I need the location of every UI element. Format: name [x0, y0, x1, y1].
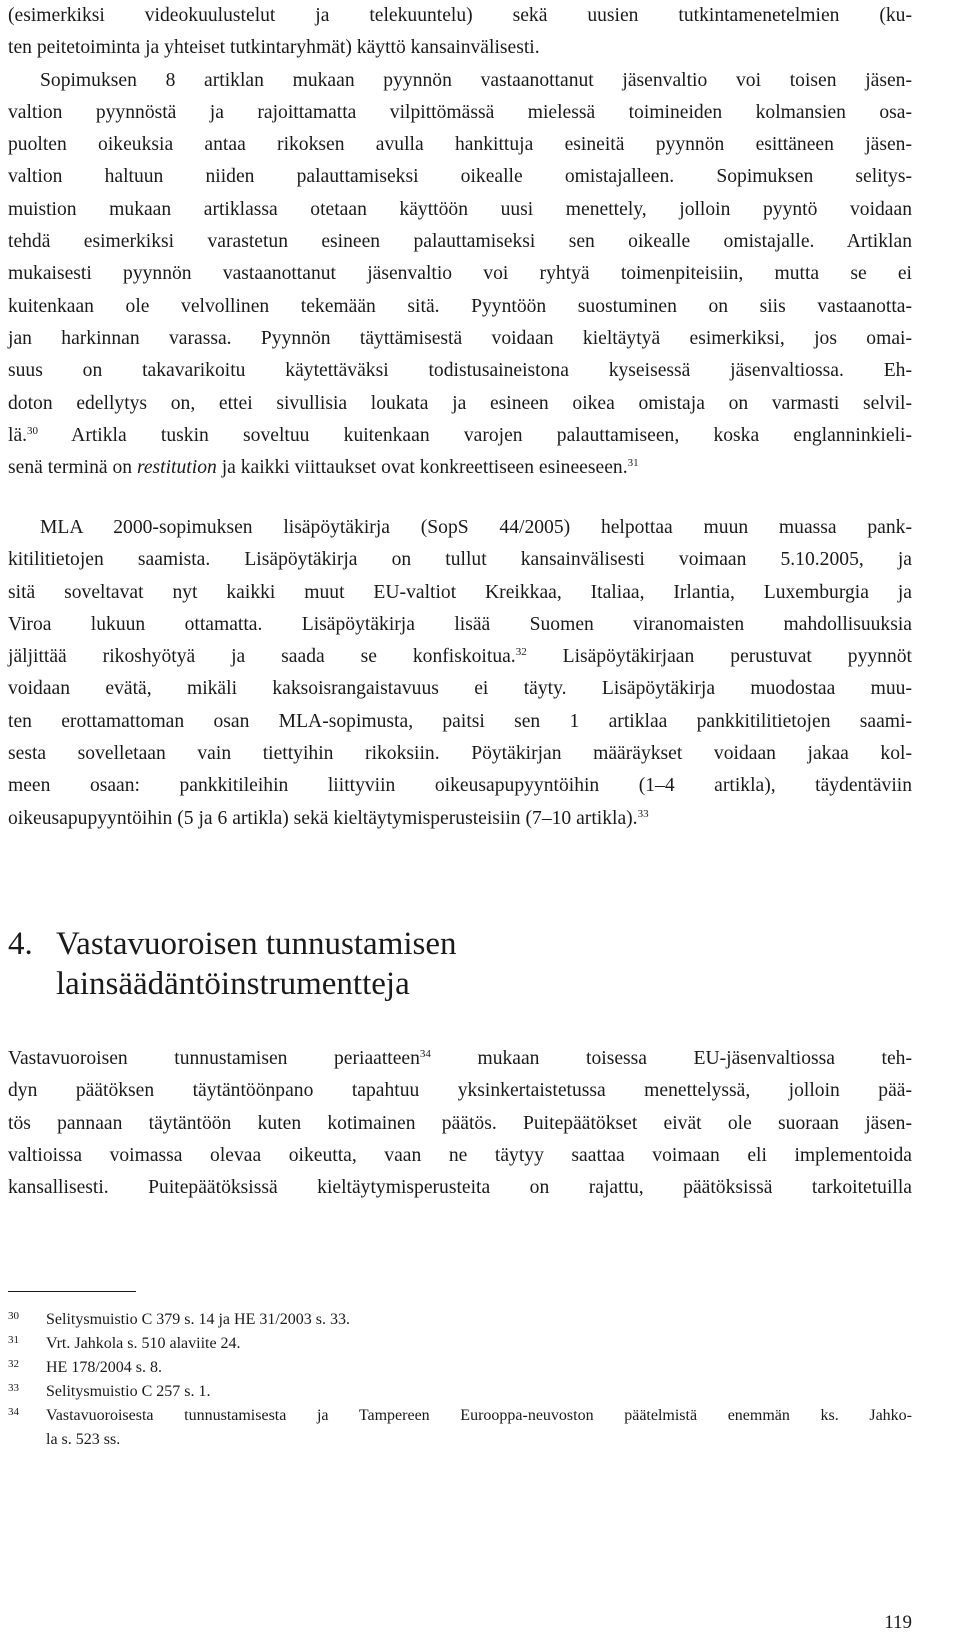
italic-term: restitution — [136, 457, 217, 479]
footnote-number: 31 — [8, 1334, 19, 1346]
text-line: meen osaan: pankkitileihin liittyviin oikeusapupyyntöihin (1–4 artikla), täydentäviin — [8, 775, 912, 797]
footnote-33 — [8, 1380, 912, 1404]
text-line: valtion pyynnöstä ja rajoittamatta vilpittömässä mielessä toimineiden kolmansien osa- — [8, 101, 912, 123]
footnote-ref-30[interactable]: 30 — [27, 424, 39, 437]
footnotes — [8, 1308, 912, 1452]
text-line: voidaan evätä, mikäli kaksoisrangaistavuus ei täyty. Lisäpöytäkirja muodostaa muu- — [8, 678, 912, 700]
footnote-text: Selitysmuistio C 257 s. 1. — [46, 1383, 211, 1400]
heading-number: 4. — [8, 926, 33, 962]
text-line: doton edellytys on, ettei sivullisia loukata ja esineen oikea omistaja on varmasti selvil- — [8, 392, 912, 414]
text-line: Viroa lukuun ottamatta. Lisäpöytäkirja lisää Suomen viranomaisten mahdollisuuksia — [8, 613, 912, 635]
footnote-number: 34 — [8, 1406, 19, 1418]
footnote-ref-31[interactable]: 31 — [627, 457, 639, 470]
heading-line — [8, 924, 912, 964]
footnote-ref-34[interactable]: 34 — [419, 1048, 431, 1060]
text-run: lä. — [8, 424, 28, 446]
footnote-number: 32 — [8, 1358, 19, 1370]
footnote-ref-33[interactable]: 33 — [637, 807, 649, 820]
footnote-separator — [8, 1291, 136, 1292]
text-line: Sopimuksen 8 artiklan mukaan pyynnön vastaanottanut jäsenvaltio voi toisen jäsen- — [40, 69, 912, 91]
text-run: Vastavuoroisen tunnustamisen periaatteen — [8, 1048, 420, 1069]
text-run: ja kaikki viittaukset ovat konkreettiseen esineeseen. — [216, 457, 628, 479]
page-number: 119 — [884, 1612, 912, 1633]
text-line: MLA 2000-sopimuksen lisäpöytäkirja (SopS 44/2005) helpottaa muun muassa pank- — [40, 517, 912, 538]
text-line: dyn päätöksen täytäntöönpano tapahtuu yksinkertaistetussa menettelyssä, jolloin pää- — [8, 1080, 912, 1102]
text-line — [8, 1043, 912, 1075]
text-line — [8, 420, 912, 452]
footnote-text: Vrt. Jahkola s. 510 alaviite 24. — [46, 1335, 241, 1352]
text-line: kuitenkaan ole velvollinen tekemään sitä. Pyyntöön suostuminen on siis vastaanotta- — [8, 295, 912, 317]
text-line — [8, 452, 912, 484]
text-run: jäljittää rikoshyötyä ja saada se konfiskoitua. — [8, 646, 516, 668]
paragraph-mla-protocol — [8, 512, 912, 835]
footnote-number: 30 — [8, 1310, 19, 1322]
text-run: Lisäpöytäkirjaan perustuvat pyynnöt — [526, 646, 912, 668]
text-line: tös pannaan täytäntöön kuten kotimainen päätös. Puitepäätökset eivät ole suoraan jäsen- — [8, 1112, 912, 1134]
text-run: mukaan toisessa EU-jäsenvaltiossa teh- — [430, 1048, 912, 1069]
footnote-32 — [8, 1356, 912, 1380]
document-page — [8, 0, 912, 1652]
text-line: ten erottamattoman osan MLA-sopimusta, paitsi sen 1 artiklaa pankkitilitietojen saami- — [8, 710, 912, 732]
text-line: ten peitetoiminta ja yhteiset tutkintaryhmät) käyttö kansainvälisesti. — [8, 37, 540, 59]
heading-title-line1: Vastavuoroisen tunnustamisen — [56, 926, 457, 962]
footnote-ref-32[interactable]: 32 — [515, 646, 527, 659]
text-line: valtion haltuun niiden palauttamiseksi oikealle omistajalleen. Sopimuksen selitys- — [8, 166, 912, 188]
text-line: mukaisesti pyynnön vastaanottanut jäsenvaltio voi ryhtyä toimenpiteisiin, mutta se ei — [8, 263, 912, 285]
text-run: Artikla tuskin soveltuu kuitenkaan varojen palauttamiseen, koska englanninkieli- — [38, 424, 912, 446]
text-line: suus on takavarikoitu käytettäväksi todistusaineistona kyseisessä jäsenvaltiossa. Eh- — [8, 360, 912, 382]
text-line: puolten oikeuksia antaa rikoksen avulla hankittuja esineitä pyynnön esittäneen jäsen- — [8, 134, 912, 156]
text-run: senä terminä on — [8, 457, 137, 479]
footnote-text: Vastavuoroisesta tunnustamisesta ja Tampereen Eurooppa-neuvoston päätelmistä enemmän ks. Jahko- — [46, 1407, 912, 1424]
text-line: kitilitietojen saamista. Lisäpöytäkirja on tullut kansainvälisesti voimaan 5.10.2005, ja — [8, 549, 912, 571]
text-line: (esimerkiksi videokuulustelut ja telekuuntelu) sekä uusien tutkintamenetelmien (ku- — [8, 5, 912, 26]
section-heading — [8, 924, 912, 1004]
text-line: tehdä esimerkiksi varastetun esineen palauttamiseksi sen oikealle omistajalle. Artiklan — [8, 231, 912, 253]
footnote-34 — [8, 1404, 912, 1452]
text-line: muistion mukaan artiklassa otetaan käyttöön uusi menettely, jolloin pyyntö voidaan — [8, 198, 912, 220]
text-run: oikeusapupyyntöihin (5 ja 6 artikla) sekä kieltäytymisperusteisiin (7–10 artikla). — [8, 807, 638, 829]
heading-title-line2: lainsäädäntöinstrumentteja — [56, 966, 410, 1002]
footnote-30 — [8, 1308, 912, 1332]
text-line: sesta sovelletaan vain tiettyihin rikoksiin. Pöytäkirjan määräykset voidaan jakaa kol- — [8, 743, 912, 765]
footnote-31 — [8, 1332, 912, 1356]
paragraph-mutual-recognition — [8, 1043, 912, 1204]
footnote-text: HE 178/2004 s. 8. — [46, 1359, 162, 1376]
footnote-text: Selitysmuistio C 379 s. 14 ja HE 31/2003 s. 33. — [46, 1311, 351, 1328]
text-line: jan harkinnan varassa. Pyynnön täyttämisestä voidaan kieltäytyä esimerkiksi, jos omai- — [8, 327, 912, 349]
text-line — [8, 641, 912, 673]
footnote-text: la s. 523 ss. — [46, 1431, 121, 1448]
text-line: valtioissa voimassa olevaa oikeutta, vaan ne täytyy saattaa voimaan eli implementoida — [8, 1144, 912, 1166]
text-line: kansallisesti. Puitepäätöksissä kieltäytymisperusteita on rajattu, päätöksissä tarkoitetuilla — [8, 1177, 912, 1199]
paragraph-article-8 — [8, 0, 912, 484]
text-line — [8, 803, 912, 835]
footnote-number: 33 — [8, 1382, 19, 1394]
text-line: sitä soveltavat nyt kaikki muut EU-valtiot Kreikkaa, Italiaa, Irlantia, Luxemburgia ja — [8, 581, 912, 603]
